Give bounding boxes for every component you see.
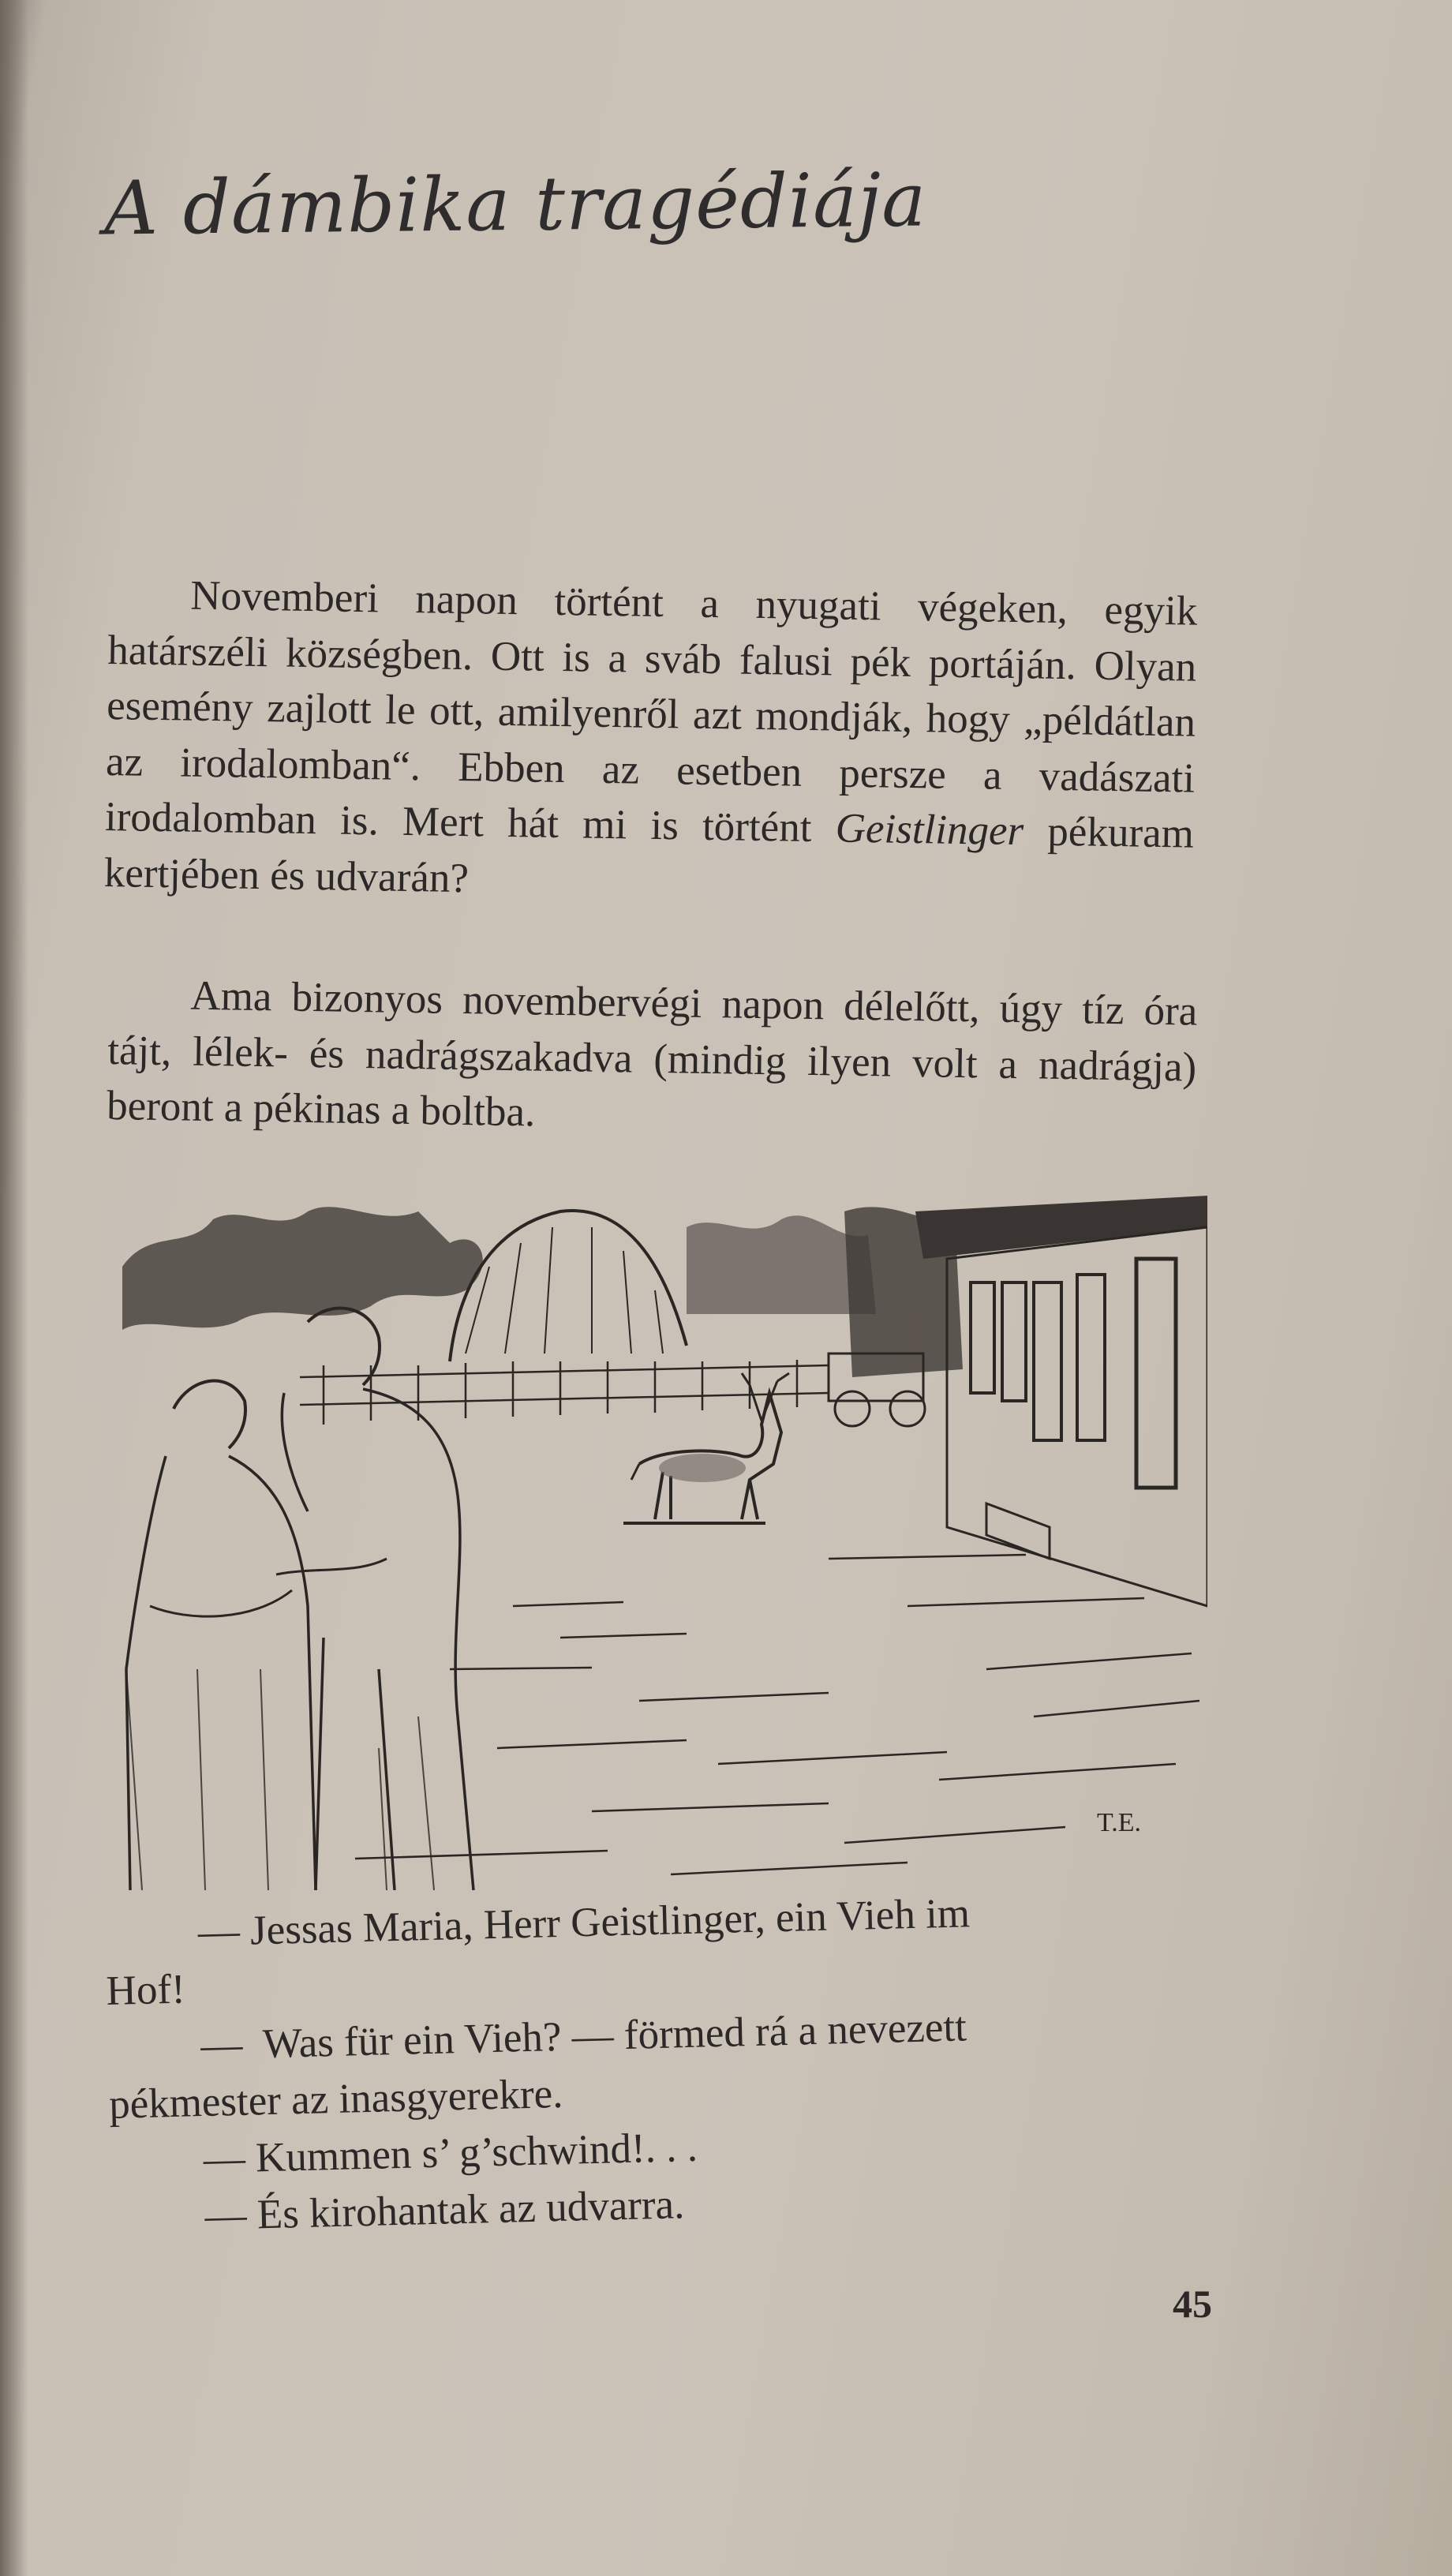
haystack xyxy=(450,1211,687,1361)
house-window xyxy=(971,1282,994,1393)
dialogue-line-5: — Kummen s’ g’schwind!. . . xyxy=(203,2124,698,2183)
doorstep-box xyxy=(986,1503,1050,1559)
paragraph-2-block xyxy=(107,967,1198,1151)
dialogue-line-2: Hof! xyxy=(105,1966,186,2014)
house-roof xyxy=(915,1196,1207,1259)
paragraph-1-end: pékuram kertjében és udvarán? xyxy=(103,808,1195,901)
dialogue-block xyxy=(104,1878,1233,2247)
dialogue-line-4: pékmester az inasgyerekre. xyxy=(108,2070,564,2128)
paragraph-1 xyxy=(103,567,1197,918)
deer-courtyard-illustration xyxy=(118,1196,1207,1890)
book-binding-shadow xyxy=(0,0,28,2576)
tree-foliage xyxy=(122,1207,483,1330)
ground-hatching xyxy=(355,1555,1199,1874)
page-number: 45 xyxy=(1173,2282,1212,2326)
dialogue-line-1: — Jessas Maria, Herr Geistlinger, ein Vieh im xyxy=(197,1890,971,1956)
paragraph-2: Ama bizonyos novembervégi napon délelőtt, úgy tíz óra tájt, lélek- és nadrágszakadva (mindig ilyen volt a nadrágja) beront a pékinas a boltba. xyxy=(106,972,1198,1136)
dialogue-line-6: — És kirohantak az udvarra. xyxy=(204,2181,685,2239)
chapter-title: A dámbika tragédiája xyxy=(103,157,927,253)
paragraph-1-italic-name: Geistlinger xyxy=(835,805,1024,855)
dialogue-line-3: — Was für ein Vieh? — förmed rá a nevezett xyxy=(200,2004,967,2069)
boys-figures xyxy=(126,1309,473,1890)
paragraph-1-block xyxy=(103,567,1197,918)
paragraph-1-text: Novemberi napon történt a nyugati végeken, egyik határszéli községben. Ott is a sváb falusi pék portáján. Olyan esemény zajlott le ott, amilyenről azt mondják, hogy „példátlan az irodalomban“. Ebben az esetben persze a vadászati irodalomban is. Mert hát mi is történt xyxy=(104,572,1198,852)
illustration-signature: T.E. xyxy=(1097,1808,1142,1837)
